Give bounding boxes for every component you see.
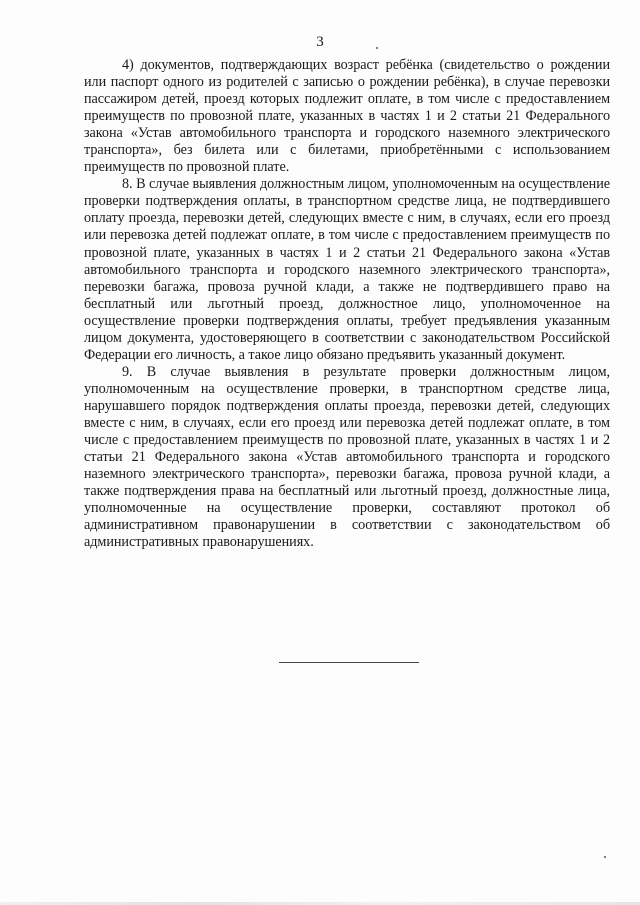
scan-speck	[376, 47, 378, 49]
paragraph-item-4: 4) документов, подтверждающих возраст ребёнка (свидетельство о рождении или паспорт одного из родителей с записью о рождении ребёнка), в случае перевозки пассажиром детей, проезд которых подлежит оплате, в том числе с предоставлением преимуществ по провозной плате, указанных в частях 1 и 2 статьи 21 Федерального закона «Устав автомобильного транспорта и городского наземного электрического транспорта», без билета или с билетами, приобретёнными с использованием преимуществ по провозной плате.	[84, 57, 610, 176]
page-number: 3	[316, 34, 324, 50]
end-of-text-divider	[279, 662, 419, 663]
paragraph-clause-8: 8. В случае выявления должностным лицом, уполномоченным на осуществление проверки подтверждения оплаты, в транспортном средстве лица, не подтвердившего оплату проезда, перевозки детей, следующих вместе с ним, в случаях, если его проезд или перевозка детей подлежат оплате, в том числе с предоставлением преимуществ по провозной плате, указанных в частях 1 и 2 статьи 21 Федерального закона «Устав автомобильного транспорта и городского наземного электрического транспорта», перевозки багажа, провоза ручной клади, а также не подтвердившего право на бесплатный или льготный проезд, должностное лицо, уполномоченное на осуществление проверки подтверждения оплаты, требует предъявления указанным лицом документа, удостоверяющего в соответствии с законодательством Российской Федерации его личность, а такое лицо обязано предъявить указанный документ.	[84, 176, 610, 363]
paragraph-clause-9: 9. В случае выявления в результате проверки должностным лицом, уполномоченным на осуществление проверки, в транспортном средстве лица, нарушавшего порядок подтверждения оплаты проезда, перевозки детей, следующих вместе с ним, в случаях, если его проезд или перевозка детей подлежат оплате, в том числе с предоставлением преимуществ по провозной плате, указанных в частях 1 и 2 статьи 21 Федерального закона «Устав автомобильного транспорта и городского наземного электрического транспорта», перевозки багажа, провоза ручной клади, а также подтверждения права на бесплатный или льготный проезд, должностные лица, уполномоченные на осуществление проверки, составляют протокол об административном правонарушении в соответствии с законодательством об административных правонарушениях.	[84, 363, 610, 551]
document-body	[84, 57, 610, 551]
scan-speck	[604, 856, 606, 858]
